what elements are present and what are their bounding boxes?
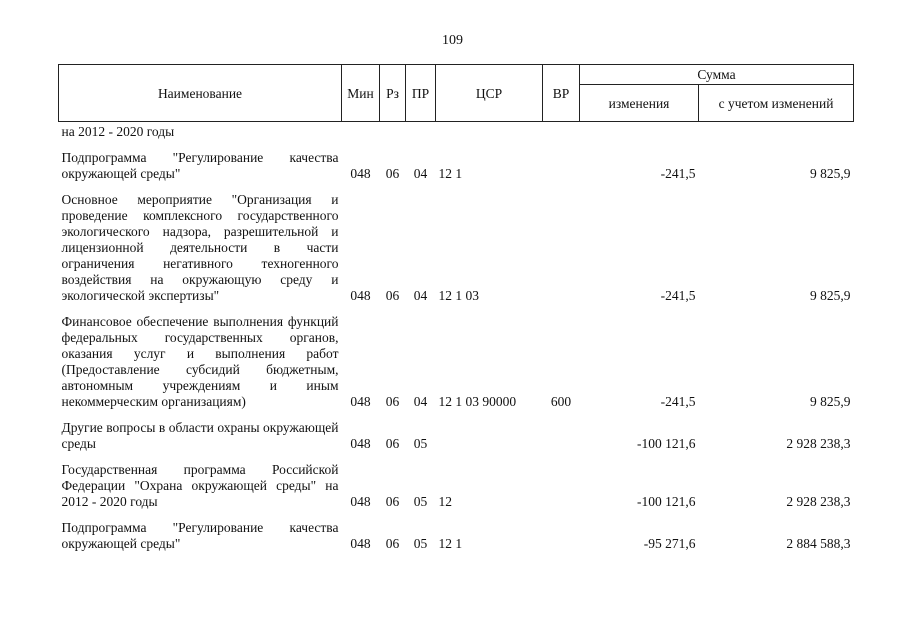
row-spacer-cell [59, 304, 854, 314]
cell-csr: 12 1 [438, 166, 463, 181]
cell-rz: 06 [385, 166, 400, 181]
cell-vr [543, 462, 580, 510]
cell-csr: 12 [438, 494, 452, 509]
cell-min: 048 [350, 436, 371, 451]
cell-change: -95 271,6 [643, 536, 696, 551]
cell-vr [543, 520, 580, 552]
cell-pr: 05 [413, 494, 428, 509]
budget-table [58, 64, 854, 552]
cell-change: -100 121,6 [637, 494, 696, 509]
cell-rz [380, 122, 406, 141]
page-number: 109 [442, 33, 463, 48]
row-spacer [59, 452, 854, 462]
cell-total: 2 928 238,3 [786, 494, 851, 509]
header-rz: Рз [380, 65, 406, 122]
table-row [59, 150, 854, 182]
row-spacer-cell [59, 410, 854, 420]
row-spacer-cell [59, 140, 854, 150]
cell-csr [436, 420, 543, 452]
cell-rz: 06 [385, 288, 400, 303]
cell-rz: 06 [385, 536, 400, 551]
table-row [59, 462, 854, 510]
cell-total [699, 122, 854, 141]
cell-total: 9 825,9 [810, 394, 851, 409]
cell-change: -241,5 [660, 288, 696, 303]
table-body [59, 122, 854, 553]
cell-csr: 12 1 03 [438, 288, 479, 303]
cell-name: Другие вопросы в области охраны окружающей среды [61, 420, 339, 451]
cell-csr: 12 1 [438, 536, 463, 551]
cell-total: 2 928 238,3 [786, 436, 851, 451]
cell-name: Государственная программа Российской Федерации "Охрана окружающей среды" на 2012 - 2020 годы [61, 462, 339, 509]
cell-vr [543, 122, 580, 141]
cell-pr: 04 [413, 394, 428, 409]
cell-vr [543, 150, 580, 182]
cell-min: 048 [350, 288, 371, 303]
header-sum: Сумма [580, 65, 854, 85]
cell-csr: 12 1 03 90000 [438, 394, 517, 409]
cell-name: на 2012 - 2020 годы [61, 124, 175, 139]
cell-name: Финансовое обеспечение выполнения функций федеральных государственных органов, оказания услуг и выполнения работ (Предоставление субсидий бюджетным, автономным учреждениям и иным некоммерческим организациям) [61, 314, 339, 409]
row-spacer [59, 510, 854, 520]
cell-total: 9 825,9 [810, 288, 851, 303]
cell-min: 048 [350, 494, 371, 509]
header-changes: изменения [580, 85, 699, 122]
cell-pr: 05 [413, 536, 428, 551]
cell-name: Подпрограмма "Регулирование качества окружающей среды" [61, 150, 339, 181]
cell-min: 048 [350, 536, 371, 551]
cell-csr [436, 122, 543, 141]
table-header [59, 65, 854, 122]
cell-pr: 04 [413, 288, 428, 303]
cell-rz: 06 [385, 394, 400, 409]
cell-total: 9 825,9 [810, 166, 851, 181]
header-pr: ПР [406, 65, 436, 122]
row-spacer-cell [59, 452, 854, 462]
row-spacer-cell [59, 182, 854, 192]
cell-pr: 05 [413, 436, 428, 451]
cell-pr: 04 [413, 166, 428, 181]
cell-change: -241,5 [660, 394, 696, 409]
cell-name: Подпрограмма "Регулирование качества окружающей среды" [61, 520, 339, 551]
table-row [59, 122, 854, 141]
row-spacer [59, 182, 854, 192]
row-spacer [59, 410, 854, 420]
cell-rz: 06 [385, 436, 400, 451]
row-spacer [59, 304, 854, 314]
cell-vr: 600 [550, 394, 572, 409]
cell-change: -241,5 [660, 166, 696, 181]
cell-pr [406, 122, 436, 141]
row-spacer-cell [59, 510, 854, 520]
cell-min: 048 [350, 394, 371, 409]
header-name: Наименование [59, 65, 342, 122]
table-row [59, 314, 854, 410]
row-spacer [59, 140, 854, 150]
header-csr: ЦСР [436, 65, 543, 122]
cell-vr [543, 192, 580, 304]
cell-rz: 06 [385, 494, 400, 509]
header-with-changes: с учетом изменений [699, 85, 854, 122]
cell-min [342, 122, 380, 141]
table-row [59, 520, 854, 552]
header-vr: ВР [543, 65, 580, 122]
cell-name: Основное мероприятие "Организация и проведение комплексного государственного экологического надзора, разрешительной и лицензионной деятельности в части ограничения негативного техногенного воздействия на окружающую среду и экологической экспертизы" [61, 192, 339, 303]
table-row [59, 420, 854, 452]
cell-total: 2 884 588,3 [786, 536, 851, 551]
cell-vr [543, 420, 580, 452]
cell-change: -100 121,6 [637, 436, 696, 451]
table-row [59, 192, 854, 304]
cell-min: 048 [350, 166, 371, 181]
cell-change [580, 122, 699, 141]
header-min: Мин [342, 65, 380, 122]
